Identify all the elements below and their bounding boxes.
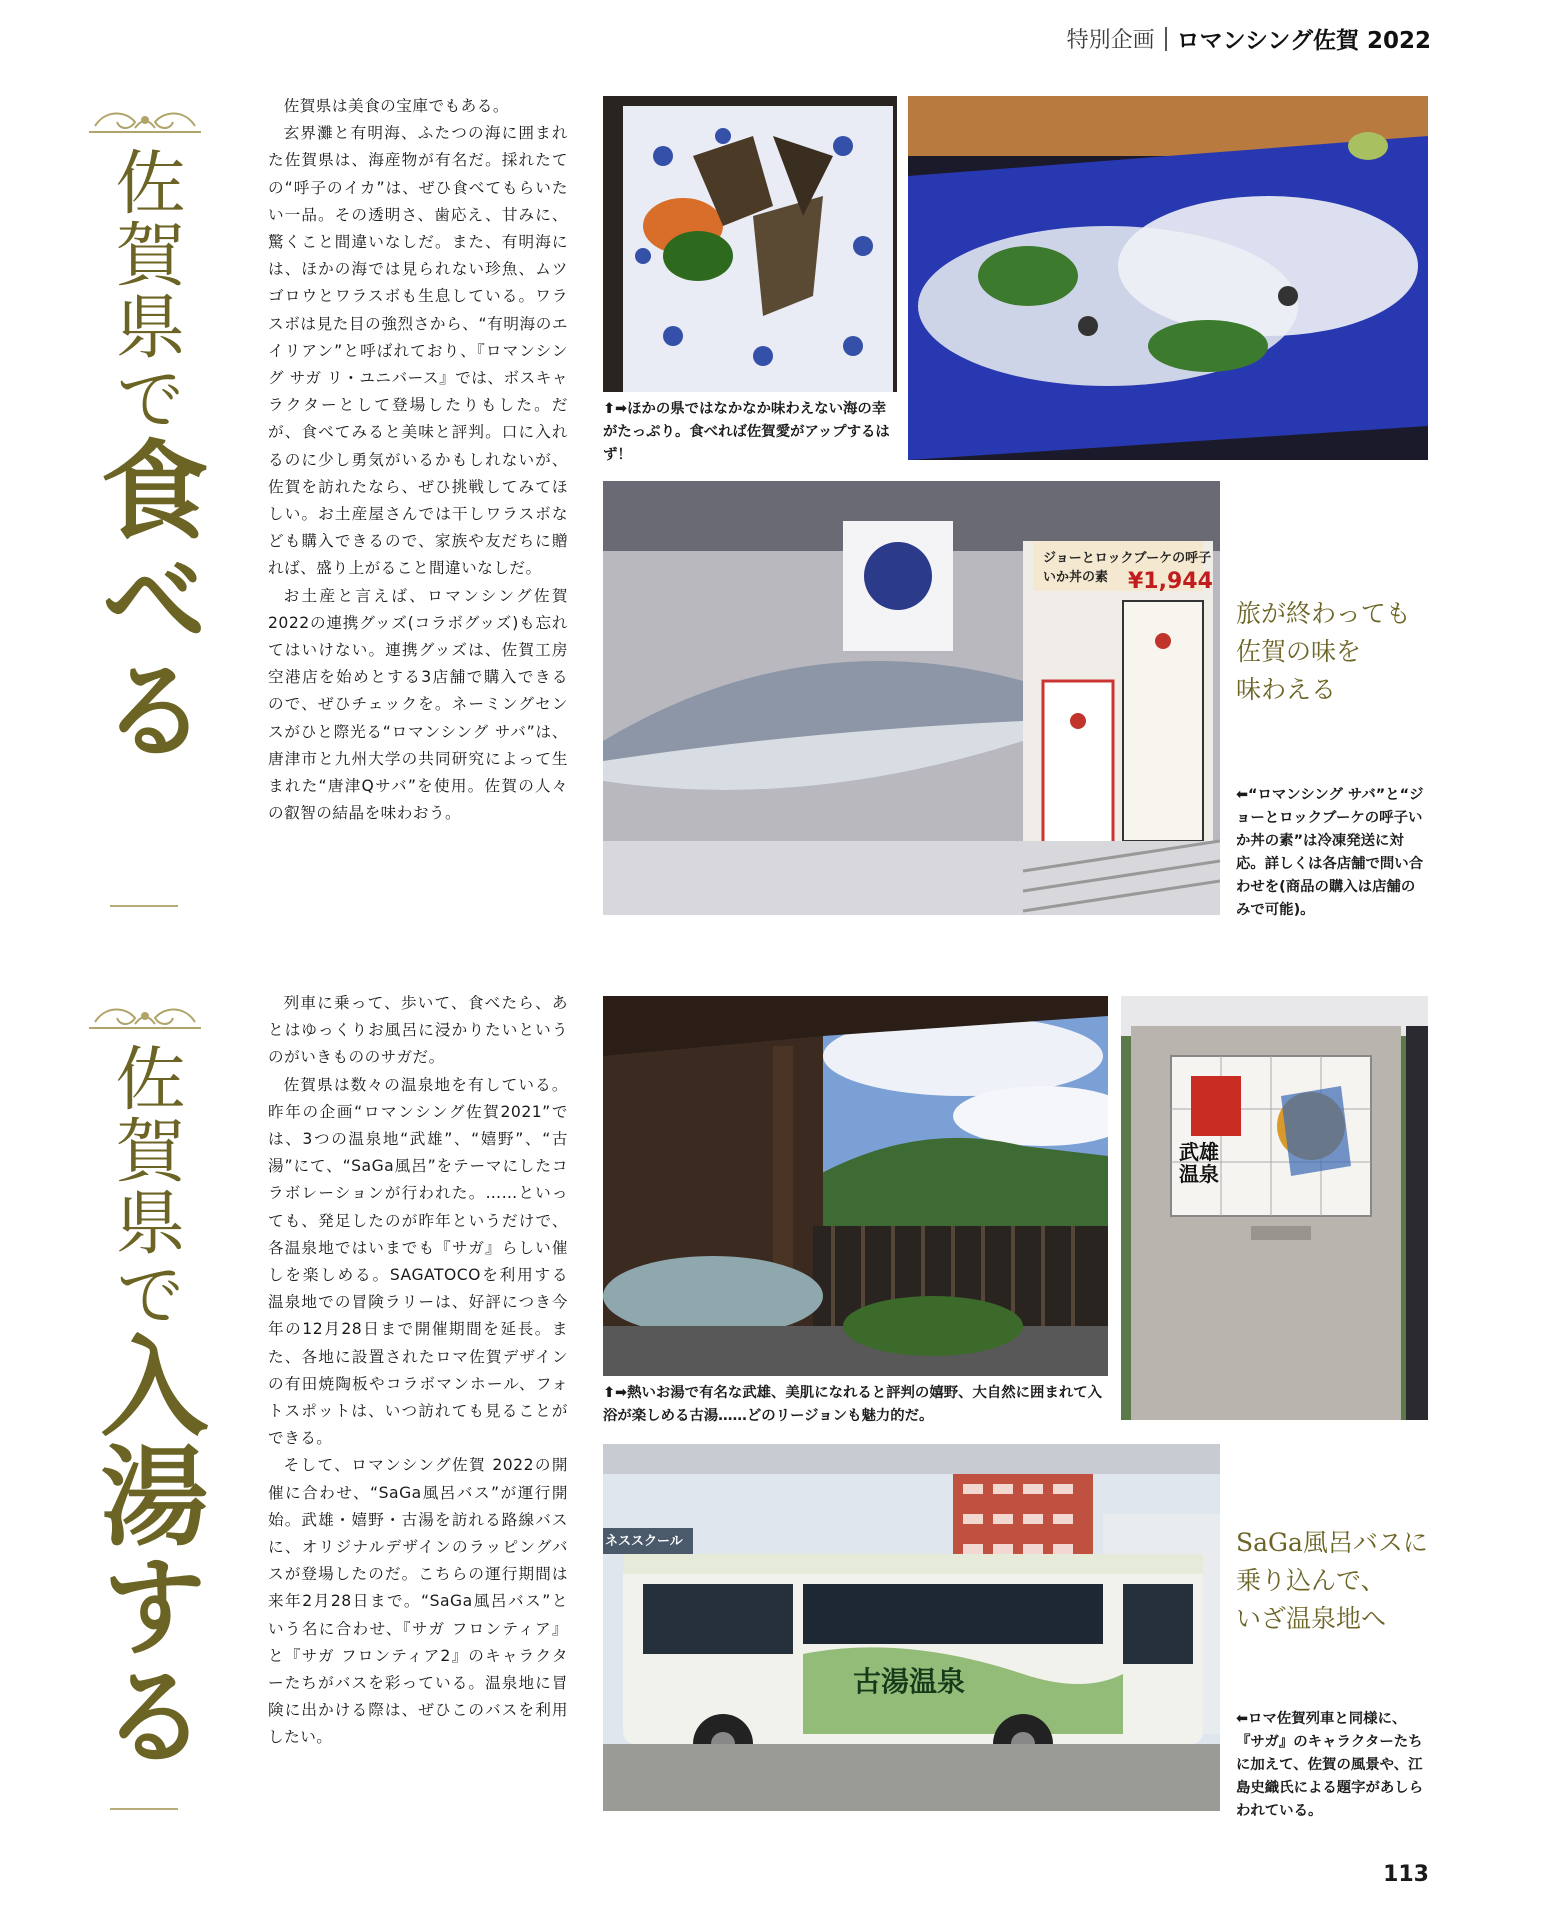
pullquote-line: SaGa風呂バスに [1236,1528,1428,1557]
section1-divider [110,905,178,907]
tile-plaque-photo [1121,996,1428,1420]
section2-paragraph: そして、ロマンシング佐賀 2022の開催に合わせ、“SaGa風呂バス”が運行開始。武雄・嬉野・古湯を訪れる路線バスに、オリジナルデザインのラッピングバスが登場したのだ。こちらの運行期間は来年2月28日まで。“SaGa風呂バス”という名に合わせ、『サガ フロンティア』と『サガ フロンティア2』のキャラクターたちがバスを彩っている。温泉地に冒険に出かける際は、ぜひこのバスを利用したい。 [268,1456,568,1747]
ornament-icon [85,104,205,140]
pullquote-line: 味わえる [1236,675,1337,704]
sign-price: ¥1,944 [1128,569,1213,594]
section2-title [82,1042,208,1770]
section2-title-main: 入湯する [82,1330,208,1770]
pullquote-line: 佐賀の味を [1236,637,1362,666]
section2-pullquote [1236,1524,1428,1638]
section1-heading [70,104,220,764]
section1-paragraph: 玄界灘と有明海、ふたつの海に囲まれた佐賀県は、海産物が有名だ。採れたての“呼子のイカ”は、ぜひ食べてもらいたい一品。その透明さ、歯応え、甘みに、驚くこと間違いなしだ。また、有明海には、ほかの海では見られない珍魚、ムツゴロウとワラスボも生息している。ワラスボは見た目の強烈さから、“有明海のエイリアン”と呼ばれており、『ロマンシング サガ リ・ユニバース』では、ボスキャラクターとして登場したりもした。だが、食べてみると美味と評判。口に入れるのに少し勇気がいるかもしれないが、佐賀を訪れたなら、ぜひ挑戦してみてほしい。お土産屋さんでは干しワラスボなども購入できるので、家族や友だちに贈れば、盛り上がること間違いなしだ。 [268,124,568,578]
tile-text: 武雄温泉 [1179,1140,1219,1186]
section1-paragraph: お土産と言えば、ロマンシング佐賀2022の連携グッズ(コラボグッズ)も忘れてはいけない。連携グッズは、佐賀工房 空港店を始めとする3店舗で購入できるので、ぜひチェックを。ネーミングセンスがひと際光る“ロマンシング サバ”は、唐津市と九州大学の共同研究によって生まれた“唐津Qサバ”を使用。佐賀の人々の叡智の結晶を味わおう。 [268,586,568,823]
section2-caption-onsen: ⬆➡熱いお湯で有名な武雄、美肌になれると評判の嬉野、大自然に囲まれて入浴が楽しめる古湯……どのリージョンも魅力的だ。 [603,1385,1103,1424]
section1-pullquote [1236,595,1411,709]
section2-title-prefix: 佐賀県で [104,1042,186,1330]
section1-caption-goods: ⬅“ロマンシング サバ”と“ジョーとロックブーケの呼子いか丼の素”は冷凍発送に対応。詳しくは各店舗で問い合わせを(商品の購入は店舗のみで可能)。 [1236,787,1424,918]
page-number: 113 [1383,1862,1429,1887]
header-series: ロマンシング佐賀 2022 [1176,28,1431,54]
pullquote-line: 旅が終わっても [1236,599,1411,628]
section1-title-main: 食べる [82,434,208,764]
section2-caption-bus: ⬅ロマ佐賀列車と同様に、『サガ』のキャラクターたちに加えて、佐賀の風景や、江島史織氏による題字があしらわれている。 [1236,1711,1424,1819]
romancing-saba-photo [603,481,1220,915]
section2-body [268,990,568,1752]
section2-divider [110,1808,178,1810]
pullquote-line: 乗り込んで、 [1236,1566,1386,1595]
header-divider [1165,27,1167,51]
sign-text: ジョーとロックブーケの呼子いか丼の素 [1043,551,1212,585]
section1-paragraph: 佐賀県は美食の宝庫でもある。 [283,97,509,115]
dried-fish-photo [603,96,897,392]
saga-bus-photo [603,1444,1220,1811]
section1-body [268,93,568,827]
header-corner: 特別企画 [1066,28,1155,53]
section1-caption-food: ⬆➡ほかの県ではなかなか味わえない海の幸がたっぷり。食べれば佐賀愛がアップするはず！ [603,401,890,463]
section2-paragraph: 列車に乗って、歩いて、食べたら、あとはゆっくりお風呂に浸かりたいというのがいきもののサガだ。 [268,994,568,1067]
onsen-photo [603,996,1108,1376]
section1-title [82,146,208,764]
section1-title-prefix: 佐賀県で [104,146,186,434]
pullquote-line: いざ温泉地へ [1236,1604,1387,1633]
section2-paragraph: 佐賀県は数々の温泉地を有している。昨年の企画“ロマンシング佐賀2021”では、3つの温泉地“武雄”、“嬉野”、“古湯”にて、“SaGa風呂”をテーマにしたコラボレーションが行われた。……といっても、発足したのが昨年というだけで、各温泉地ではいまでも『サガ』らしい催しを楽しめる。SAGATOCOを利用する温泉地での冒険ラリーは、好評につき今年の12月28日まで開催期間を延長。また、各地に設置されたロマ佐賀デザインの有田焼陶板やコラボマンホール、フォトスポットは、いつ訪れても見ることができる。 [268,1075,568,1448]
squid-photo [908,96,1428,460]
page-header [1067,22,1431,55]
bus-wrap-text: 古湯温泉 [853,1665,966,1698]
bus-stop-sign: ネススクール [605,1534,683,1549]
ornament-icon [85,1000,205,1036]
section2-heading [70,1000,220,1770]
